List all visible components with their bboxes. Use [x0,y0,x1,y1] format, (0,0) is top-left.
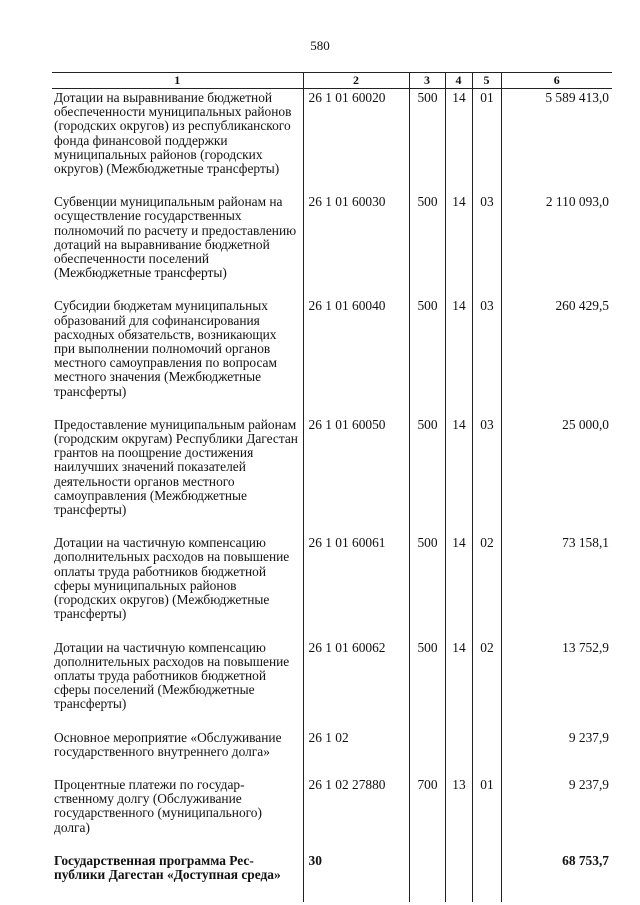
row-amount-cell: 9 237,9 [568,729,609,745]
row-col5-cell: 01 [472,776,501,852]
row-code-cell: 26 1 01 60020 [303,89,409,194]
header-col-3: 3 [409,73,445,89]
row-amount-cell: 9 237,9 [568,776,609,792]
row-col3-cell: 500 [409,297,445,415]
header-col-4: 4 [445,73,472,89]
row-code-cell: 26 1 01 60040 [303,297,409,415]
row-col5-cell: 02 [472,639,501,729]
row-name-cell: Основное мероприятие «Обслуживание государственного внутреннего долга» [52,729,303,776]
row-amount-cell: 5 589 413,0 [545,90,609,105]
table-row [52,297,612,415]
row-code-cell: 26 1 01 60030 [303,193,409,297]
row-col3-cell: 500 [409,639,445,729]
row-col5-cell: 03 [472,416,501,534]
row-col5-cell: 01 [472,89,501,194]
row-amount-cell: 73 158,1 [562,535,609,551]
row-col4-cell: 13 [445,776,472,852]
table-row [52,639,612,729]
header-row [52,73,612,89]
row-name-cell: Предоставление муниципальным районам (городским округам) Республики Дагестан грантов на поощрение достижения наилучших значений показателей деятельности органов местного самоуправления (Межбюджетные трансферты) [52,416,303,534]
row-col5-cell [472,729,501,776]
row-col4-cell [445,729,472,776]
row-code-cell: 26 1 01 60050 [303,416,409,534]
row-col3-cell: 700 [409,776,445,852]
row-name-cell: Государственная программа Республики Дагестан «Доступная среда» [52,852,303,902]
row-code-cell: 26 1 02 27880 [303,776,409,852]
row-code-cell: 26 1 01 60061 [303,534,409,638]
row-col3-cell: 500 [409,193,445,297]
header-col-6: 6 [501,73,612,89]
row-col5-cell [472,852,501,902]
row-col4-cell: 14 [445,297,472,415]
row-amount-cell: 25 000,0 [562,416,609,432]
row-col4-cell [445,852,472,902]
table-header [52,73,612,89]
table-row [52,852,612,902]
row-name-cell: Дотации на выравнивание бюджетной обеспеченности муниципальных районов (городских округов) из республиканского фонда финансовой поддержки муниципальных районов (городских округов) (Межбюджетные трансферты) [52,89,303,194]
row-amount-cell: 68 753,7 [562,852,609,868]
row-col4-cell: 14 [445,89,472,194]
header-col-1: 1 [52,73,303,89]
budget-table [52,72,612,902]
row-col3-cell [409,729,445,776]
row-name-cell: Дотации на частичную компенсацию дополнительных расходов на повышение оплаты труда работников бюджетной сферы муниципальных районов (городских округов) (Межбюджетные трансферты) [52,534,303,638]
row-amount-cell: 13 752,9 [562,639,609,655]
row-name-cell: Субсидии бюджетам муниципальных образований для софинансирования расходных обязательств, возникающих при выполнении полномочий органов местного самоуправления по вопросам местного значения (Межбюджетные трансферты) [52,297,303,415]
header-col-2: 2 [303,73,409,89]
row-col4-cell: 14 [445,416,472,534]
page-number: 580 [310,38,330,53]
row-code-cell: 30 [303,852,409,902]
table-row [52,89,612,194]
table-row [52,534,612,638]
row-col5-cell: 02 [472,534,501,638]
row-name-cell: Дотации на частичную компенсацию дополнительных расходов на повышение оплаты труда работников бюджетной сферы поселений (Межбюджетные трансферты) [52,639,303,729]
table-row [52,729,612,776]
table-row [52,193,612,297]
row-col3-cell [409,852,445,902]
row-code-cell: 26 1 01 60062 [303,639,409,729]
row-col4-cell: 14 [445,193,472,297]
table-row [52,416,612,534]
row-col4-cell: 14 [445,639,472,729]
row-name-cell: Процентные платежи по государственному долгу (Обслуживание государственного (муниципального) долга) [52,776,303,852]
row-col3-cell: 500 [409,534,445,638]
row-code-cell: 26 1 02 [303,729,409,776]
table-body [52,89,612,903]
header-col-5: 5 [472,73,501,89]
row-col5-cell: 03 [472,193,501,297]
row-col5-cell: 03 [472,297,501,415]
row-name-cell: Субвенции муниципальным районам на осуществление государственных полномочий по расчету и предоставлению дотаций на выравнивание бюджетной обеспеченности поселений (Межбюджетные трансферты) [52,193,303,297]
row-amount-cell: 2 110 093,0 [545,194,609,210]
row-col3-cell: 500 [409,416,445,534]
row-amount-cell: 260 429,5 [555,298,609,314]
row-col4-cell: 14 [445,534,472,638]
table-row [52,776,612,852]
row-col3-cell: 500 [409,89,445,194]
